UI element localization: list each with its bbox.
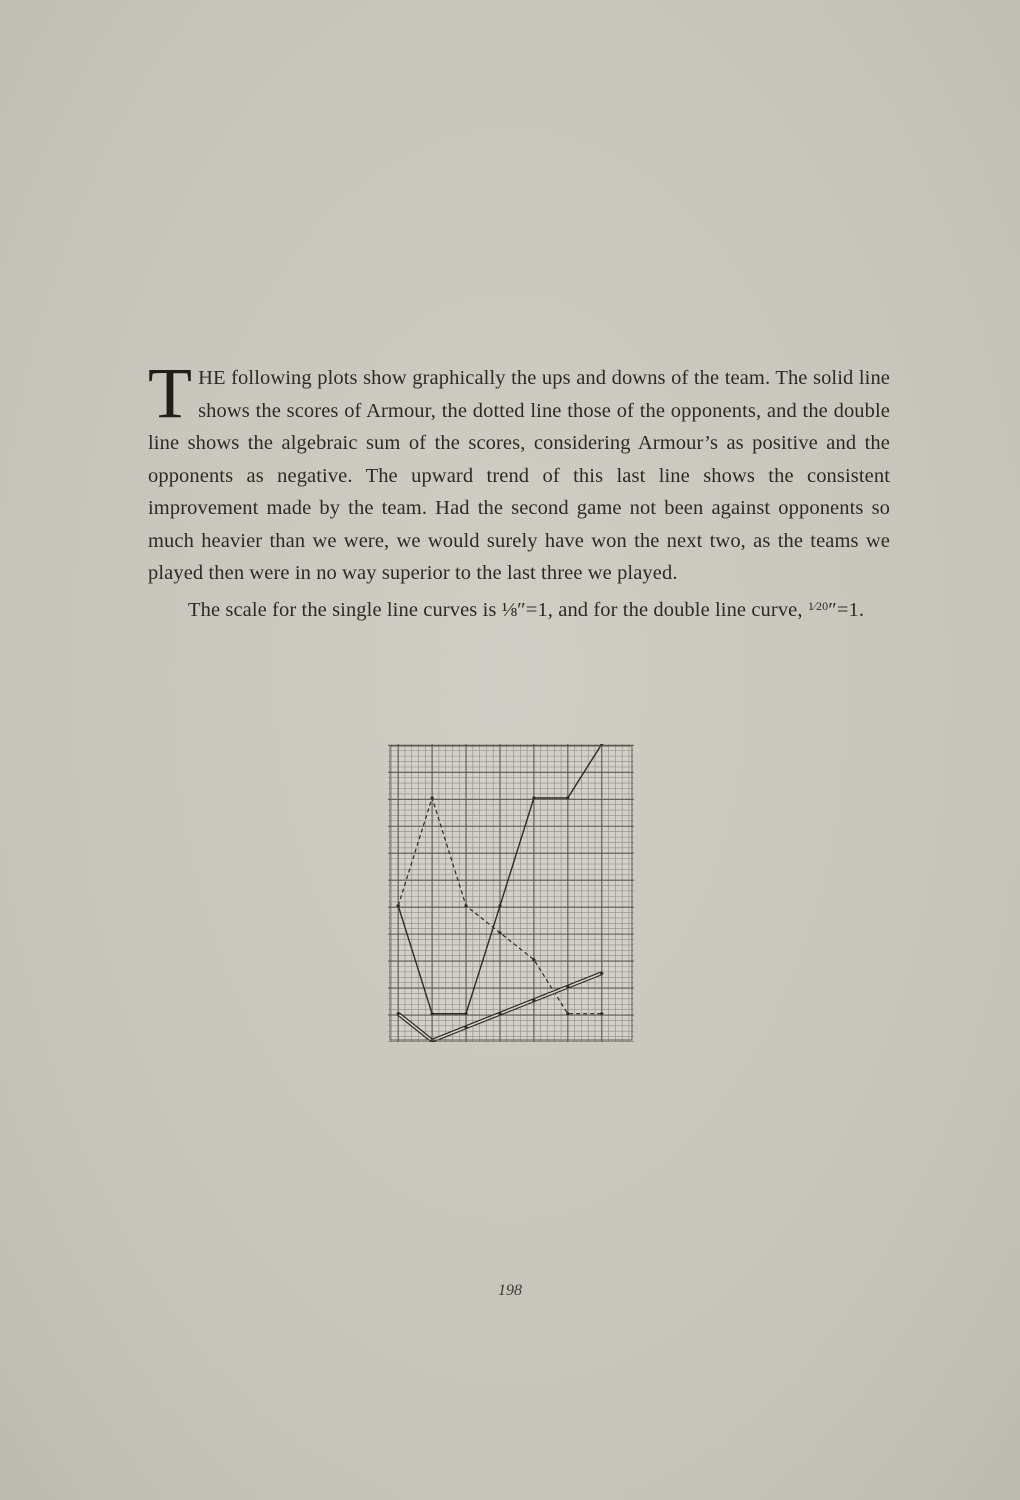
data-point-dotted bbox=[532, 958, 535, 961]
paragraph-2-text-a: The scale for the single line curves is ⅛″=1, and for the double line curve, bbox=[188, 598, 808, 621]
data-point-double bbox=[532, 999, 535, 1002]
data-point-dotted bbox=[566, 1012, 569, 1015]
data-point-double bbox=[566, 985, 569, 988]
data-point-dotted bbox=[464, 904, 467, 907]
paragraph-1-text: HE following plots show graphically the ups and downs of the team. The solid line shows the scores of Armour, the dotted line those of the opponents, and the double line shows the algebraic sum of the scores, considering Armour’s as positive and the opponents as negative. The upward trend of this last line shows the consistent improvement made by the team. Had the second game not been against opponents so much heavier than we were, we would surely have won the next two, as the teams we played then were in no way superior to the last three we played. bbox=[148, 367, 890, 584]
score-chart-svg bbox=[388, 744, 634, 1042]
data-point-solid bbox=[532, 796, 535, 799]
data-point-dotted bbox=[600, 1012, 603, 1015]
body-text bbox=[148, 353, 890, 626]
data-point-double bbox=[600, 972, 603, 975]
paragraph-2 bbox=[148, 590, 890, 627]
page-number: 198 bbox=[498, 1282, 522, 1299]
data-point-double bbox=[397, 1012, 400, 1015]
data-point-double bbox=[464, 1026, 467, 1029]
data-point-solid bbox=[566, 796, 569, 799]
data-point-solid bbox=[464, 1012, 467, 1015]
scale-fraction: 1⁄20 bbox=[807, 598, 829, 613]
paragraph-2-text-b: ″=1. bbox=[828, 598, 865, 621]
data-point-dotted bbox=[431, 796, 434, 799]
data-point-solid bbox=[431, 1012, 434, 1015]
paragraph-1 bbox=[148, 353, 890, 590]
data-point-dotted bbox=[498, 931, 501, 934]
score-chart bbox=[388, 744, 634, 1042]
data-point-double bbox=[498, 1012, 501, 1015]
data-point-dotted bbox=[397, 904, 400, 907]
drop-cap: T bbox=[148, 353, 193, 433]
data-point-solid bbox=[498, 904, 501, 907]
